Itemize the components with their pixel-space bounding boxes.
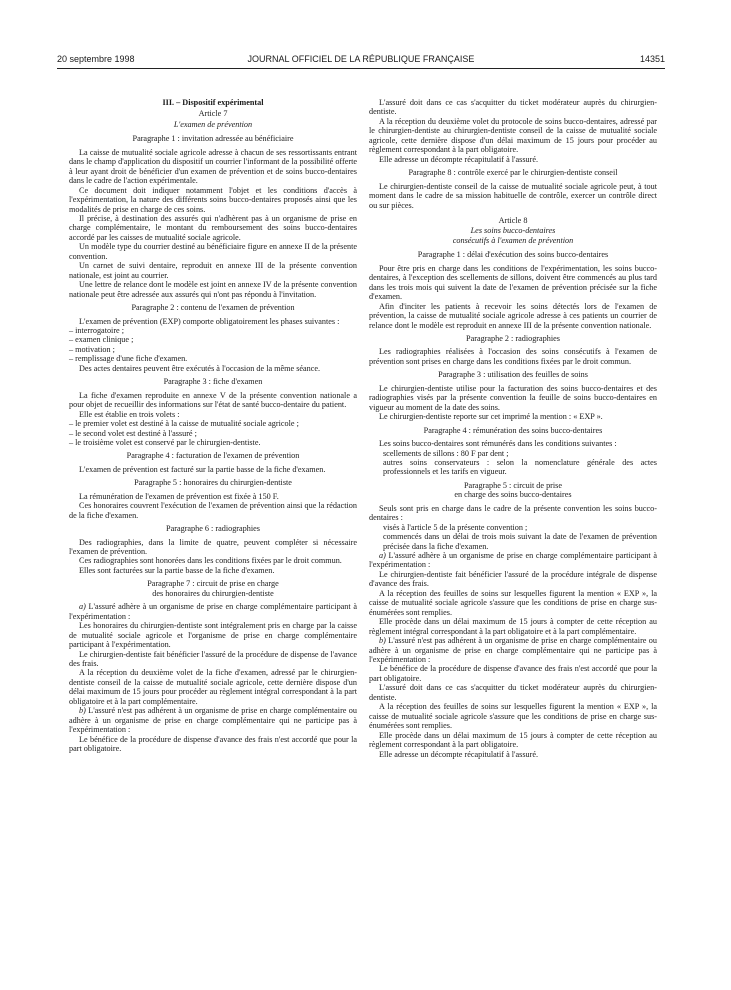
a7-paragraph-1-heading: Paragraphe 1 : invitation adressée au bénéficiaire [132,134,294,144]
a7-p8-text: Le chirurgien-dentiste conseil de la caisse de mutualité sociale agricole peut, à tout moment dans le cadre de sa mission habituelle de contrôle, exercer un contrôle direct ou sur pièces. [369,181,657,210]
page-number: 14351 [639,54,665,64]
a8-paragraph-1-heading: Paragraphe 1 : délai d'exécution des soins bucco-dentaires [417,250,609,260]
a8-paragraph-2-heading: Paragraphe 2 : radiographies [466,333,560,343]
a7-p3-intro: La fiche d'examen reproduite en annexe V de la présente convention nationale a pour objet de recueillir des informations sur l'état de santé bucco-dentaire du patient. [69,390,357,410]
a7-p7-case-a [69,602,357,621]
a7-p1-text: Un carnet de suivi dentaire, reproduit en annexe III de la présente convention nationale, est joint au courrier. [69,261,357,280]
a8-p5-text: L'assuré doit dans ce cas s'acquitter du ticket modérateur auprès du chirurgien-dentiste. [369,683,657,702]
list-item: scellements de sillons : 80 F par dent ; [383,448,509,458]
continued-text: L'assuré doit dans ce cas s'acquitter du ticket modérateur auprès du chirurgien-dentiste. [369,98,657,117]
case-text: L'assuré adhère à un organisme de prise en charge complémentaire participant à l'expérimentation : [69,602,357,621]
a7-p6-text: Elles sont facturées sur la partie basse de la fiche d'examen. [79,565,275,575]
a7-paragraph-4-heading: Paragraphe 4 : facturation de l'examen de prévention [126,451,300,461]
a7-p3-lead: Elle est établie en trois volets : [79,409,180,419]
list-item: – le second volet est destiné à l'assuré ; [69,428,197,438]
a8-p1-text: Afin d'inciter les patients à recevoir les soins détectés lors de l'examen de prévention, la caisse de mutualité sociale agricole adresse à ces patients un courrier de relance dont le modèle est reproduit en annexe III de la présente convention nationale. [369,301,657,330]
a8-p5-text: A la réception des feuilles de soins sur lesquelles figurent la mention « EXP », la caisse de mutualité sociale agricole s'assure que les conditions de prise en charge sus-énumérées sont remplies. [369,588,657,617]
case-label: b) [379,636,386,646]
a7-paragraph-8-heading: Paragraphe 8 : contrôle exercé par le chirurgien-dentiste conseil [408,168,618,178]
a7-p1-text: Un modèle type du courrier destiné au bénéficiaire figure en annexe II de la présente convention. [69,242,357,261]
list-item: – le premier volet est destiné à la caisse de mutualité sociale agricole ; [69,419,299,429]
list-item: – motivation ; [69,344,115,354]
a8-p2-text: Les radiographies réalisées à l'occasion des soins consécutifs à l'examen de prévention sont prises en charge dans les conditions fixées par le droit commun. [369,347,657,366]
a8-p5-case-a [369,551,657,570]
a7-p2-intro: L'examen de prévention (EXP) comporte obligatoirement les phases suivantes : [79,316,340,326]
list-item: – remplissage d'une fiche d'examen. [69,354,188,364]
a8-paragraph-5-heading: Paragraphe 5 : circuit de prise [464,480,562,490]
list-item: – interrogatoire ; [69,325,125,335]
a8-p5-text: A la réception des feuilles de soins sur lesquelles figurent la mention « EXP », la caisse de mutualité sociale agricole s'assure que les conditions de prise en charge sus-énumérées sont remplies. [369,702,657,731]
continued-text: A la réception du deuxième volet du protocole de soins bucco-dentaires, adressé par le chirurgien-dentiste au chirurgien-dentiste conseil de la caisse de mutualité sociale agricole, cette dernière dispose d'un délai maximum de 15 jours pour procéder au règlement correspondant à la part obligatoire. [369,116,657,155]
a8-paragraph-4-heading: Paragraphe 4 : rémunération des soins bucco-dentaires [423,425,603,435]
a7-p7-text: Le bénéfice de la procédure de dispense d'avance des frais n'est accordé que pour la part obligatoire. [69,734,357,754]
a7-p1-text: Il précise, à destination des assurés qui n'adhèrent pas à un organisme de prise en charge complémentaire, le montant du remboursement des soins bucco-dentaires accordé par les caisses de mutualité sociale agricole. [69,213,357,242]
list-item: – examen clinique ; [69,335,134,345]
right-column [369,98,657,759]
a7-p1-text: Une lettre de relance dont le modèle est joint en annexe IV de la présente convention nationale peut être adressée aux assurés qui n'ont pas répondu à l'invitation. [69,280,357,299]
a7-p1-text: Ce document doit indiquer notamment l'objet et les conditions d'accès à l'expérimentation, la nature des différents soins bucco-dentaires proposés ainsi que les modalités de prise en charge de ces soins. [69,185,357,214]
article-7-label: Article 7 [198,109,228,119]
a7-paragraph-3-heading: Paragraphe 3 : fiche d'examen [163,377,263,387]
list-item: visés à l'article 5 de la présente convention ; [383,522,528,532]
a8-paragraph-5-heading-line2: en charge des soins bucco-dentaires [454,490,572,500]
left-column [69,98,357,754]
a7-paragraph-7-heading: Paragraphe 7 : circuit de prise en charge [147,579,279,589]
case-label: a) [379,551,386,561]
article-7-title: L'examen de prévention [173,119,253,129]
a8-p5-text: Elle procède dans un délai maximum de 15 jours à compter de cette réception au règlement correspondant à la part obligatoire. [369,730,657,750]
case-label: b) [79,706,86,716]
a7-p4-text: L'examen de prévention est facturé sur la partie basse de la fiche d'examen. [79,464,326,474]
continued-text: Elle adresse un décompte récapitulatif à l'assuré. [379,154,539,164]
a7-p7-case-b [69,706,357,734]
a8-p5-case-b [369,636,657,664]
a8-p5-text: Elle adresse un décompte récapitulatif à l'assuré. [379,749,539,759]
a8-p5-text: Le chirurgien-dentiste fait bénéficier l'assuré de la procédure intégrale de dispense d'avance des frais. [369,569,657,589]
article-8-label: Article 8 [498,215,528,225]
a7-p7-text: Le chirurgien-dentiste fait bénéficier l'assuré de la procédure de dispense de l'avance des frais. [69,649,357,669]
list-item: – le troisième volet est conservé par le chirurgien-dentiste. [69,437,261,447]
a8-p3-text: Le chirurgien-dentiste utilise pour la facturation des soins bucco-dentaires et des radiographies visés par la présente convention la feuille de soins bucco-dentaires en vigueur au moment de la date des soins. [369,383,657,412]
a7-p2-outro: Des actes dentaires peuvent être exécutés à l'occasion de la même séance. [79,363,321,373]
a7-p1-text: La caisse de mutualité sociale agricole adresse à chacun de ses ressortissants entrant dans le champ d'application du dispositif un courrier l'informant de la possibilité offerte à leur ayant droit de bénéficier d'un examen de prévention et de soins bucco-dentaires dans le cadre de l'action expérimentale. [69,147,357,186]
a8-p5-text: Elle procède dans un délai maximum de 15 jours à compter de cette réception au règlement intégral correspondant à la part obligatoire et à la part complémentaire. [369,617,657,636]
case-text: L'assuré n'est pas adhérent à un organisme de prise en charge complémentaire ou adhère à un organisme de prise en charge complémentaire qui ne participe pas à l'expérimentation : [69,706,357,735]
case-text: L'assuré adhère à un organisme de prise en charge complémentaire participant à l'expérimentation : [369,551,657,570]
a7-paragraph-6-heading: Paragraphe 6 : radiographies [166,524,260,534]
page-header [57,54,665,68]
a8-p5-text: Le bénéfice de la procédure de dispense d'avance des frais n'est accordé que pour la part obligatoire. [369,664,657,683]
a7-p6-text: Ces radiographies sont honorées dans les conditions fixées par le droit commun. [79,556,342,566]
a7-p5-text: La rémunération de l'examen de prévention est fixée à 150 F. [79,491,279,501]
a8-p3-text: Le chirurgien-dentiste reporte sur cet imprimé la mention : « EXP ». [379,412,603,422]
case-label: a) [79,602,86,612]
list-item: commencés dans un délai de trois mois suivant la date de l'examen de prévention précisée dans la fiche d'examen. [383,532,657,551]
a7-paragraph-5-heading: Paragraphe 5 : honoraires du chirurgien-dentiste [134,478,292,488]
header-date: 20 septembre 1998 [57,54,135,64]
a7-paragraph-7-heading-line2: des honoraires du chirurgien-dentiste [152,588,274,598]
journal-title: JOURNAL OFFICIEL DE LA RÉPUBLIQUE FRANÇAISE [247,54,475,64]
section-title: III. – Dispositif expérimental [162,98,264,107]
list-item: autres soins conservateurs : selon la nomenclature générale des actes professionnels et les tarifs en vigueur. [383,457,657,477]
article-8-title-line2: consécutifs à l'examen de prévention [452,235,574,245]
case-text: L'assuré n'est pas adhérent à un organisme de prise en charge complémentaire ou adhère à un organisme de prise en charge complémentaire qui ne participe pas à l'expérimentation : [369,636,657,665]
a8-paragraph-3-heading: Paragraphe 3 : utilisation des feuilles de soins [438,370,588,380]
a7-p7-text: Les honoraires du chirurgien-dentiste sont intégralement pris en charge par la caisse de mutualité sociale agricole et l'organisme de prise en charge complémentaire participant à l'expérimentation. [69,621,357,650]
article-8-title: Les soins bucco-dentaires [470,226,556,236]
a8-p1-text: Pour être pris en charge dans les conditions de l'expérimentation, les soins bucco-dentaires, à l'exception des scellements de sillons, doivent être commencés au plus tard dans les trois mois qui suivent la date de l'examen de prévention précisée sur la fiche d'examen. [369,263,657,302]
a7-p5-text: Ces honoraires couvrent l'exécution de l'examen de prévention ainsi que la rédaction de la fiche d'examen. [69,501,357,520]
a7-paragraph-2-heading: Paragraphe 2 : contenu de l'examen de prévention [131,303,295,313]
header-rule [57,68,665,69]
a8-p4-intro: Les soins bucco-dentaires sont rémunérés dans les conditions suivantes : [379,439,617,449]
a7-p6-text: Des radiographies, dans la limite de quatre, peuvent compléter si nécessaire l'examen de prévention. [69,537,357,557]
a7-p7-text: A la réception du deuxième volet de la fiche d'examen, adressé par le chirurgien-dentiste conseil de la caisse de mutualité sociale agricole, cette dernière dispose d'un délai maximum de 15 jours pour procéder au règlement intégral correspondant à la part obligatoire et à la part complémentaire. [69,668,357,706]
a8-p5-intro: Seuls sont pris en charge dans le cadre de la présente convention les soins bucco-dentaires : [369,503,657,523]
